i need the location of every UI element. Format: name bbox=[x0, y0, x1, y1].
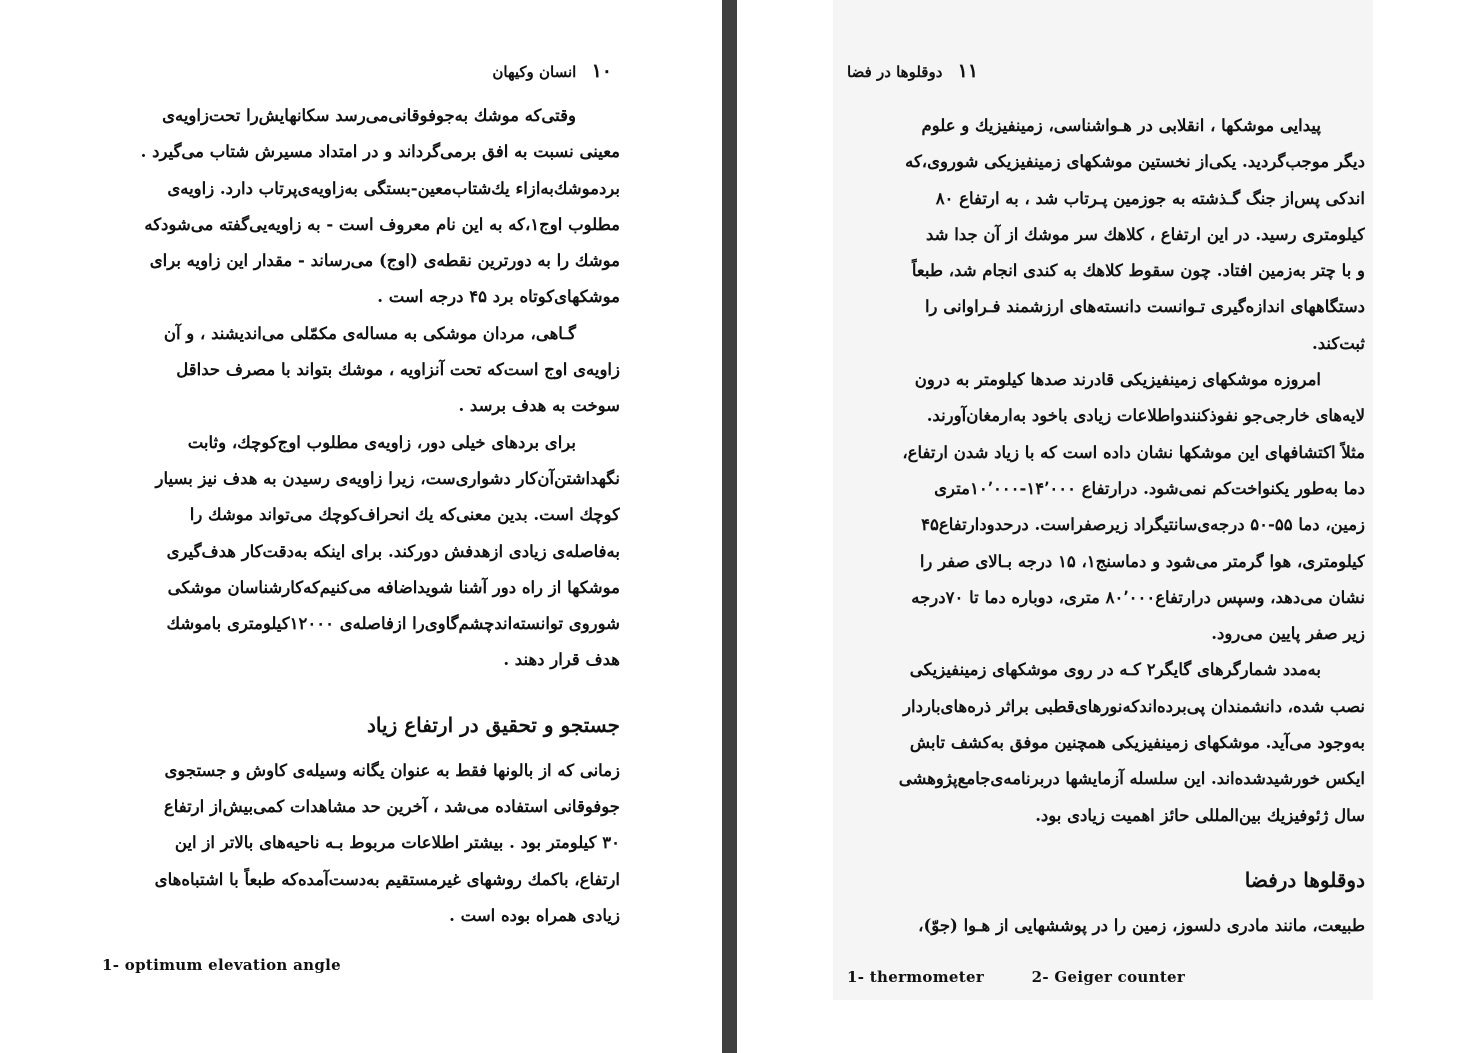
text-line: برای بردهای خیلی دور، زاویه‌ی مطلوب اوج‌کوچك، وثابت bbox=[187, 432, 576, 452]
text-line: زاویه‌ی اوج است‌که تحت آنزاویه ، موشك بتواند با مصرف حداقل bbox=[176, 360, 620, 380]
paragraph bbox=[95, 425, 620, 679]
text-line: نشان می‌دهد، وسپس درارتفاع۸۰٬۰۰۰ متری، دوباره دما تا ۷۰درجه bbox=[911, 587, 1365, 607]
text-line: به‌مدد شمارگرهای گایگر۲ کـه در روی موشکهای زمینفیزیکی bbox=[909, 660, 1321, 680]
body-text bbox=[95, 98, 620, 934]
book-spine bbox=[722, 0, 737, 1053]
text-line: ایکس خورشیدشده‌اند. این سلسله آزمایشها دربرنامه‌ی‌جامع‌پژوهشی bbox=[898, 769, 1365, 789]
paragraph bbox=[837, 908, 1365, 944]
text-line: و با چتر به‌زمین افتاد. چون سقوط کلاهك به کندی انجام شد، طبعاً bbox=[911, 261, 1365, 281]
text-line: اندکی پس‌از جنگ گـذشته به جوزمین پـرتاب شد ، به ارتفاع ۸۰ bbox=[935, 188, 1365, 208]
text-line: نصب شده، دانشمندان پی‌برده‌اندکه‌نورهای‌قطبی براثر ذره‌های‌باردار bbox=[903, 696, 1365, 716]
text-line: بردموشك‌به‌ازاء یك‌شتاب‌معین-بستگی به‌زاویه‌ی‌پرتاب دارد. زاویه‌ی bbox=[167, 178, 620, 198]
body-text bbox=[837, 108, 1365, 944]
text-line: دیگر موجب‌گردید. یکی‌از نخستین موشکهای زمینفیزیکی شوروی،که bbox=[905, 152, 1365, 172]
running-title: انسان وکیهان bbox=[492, 63, 577, 81]
text-line: گـاهی، مردان موشکی به مساله‌ی مکمّلی می‌اندیشند ، و آن bbox=[163, 323, 576, 343]
text-line: به‌وجود می‌آید. موشکهای زمینفیزیکی همچنین موفق به‌کشف تابش bbox=[909, 733, 1365, 753]
text-line: مثلاً اکتشافهای این موشکها نشان داده است که با زیاد شدن ارتفاع، bbox=[902, 442, 1365, 462]
text-line: به‌فاصله‌ی زیادی ازهدفش دورکند. برای اینکه به‌دقت‌کار هدف‌گیری bbox=[166, 541, 620, 561]
right-page bbox=[737, 0, 1459, 1053]
paragraph bbox=[837, 108, 1365, 362]
text-line: زیر صفر پایین می‌رود. bbox=[1211, 624, 1365, 644]
paragraph bbox=[95, 316, 620, 425]
left-page bbox=[0, 0, 722, 1053]
text-line: کیلومتری رسید. در این ارتفاع ، کلاهك سر موشك از آن جدا شد bbox=[925, 224, 1365, 244]
text-line: هدف قرار دهند . bbox=[503, 650, 620, 670]
paragraph bbox=[837, 652, 1365, 833]
text-line: کوچك است. بدین معنی‌که یك انحراف‌کوچك می‌تواند موشك را bbox=[189, 505, 620, 525]
text-line: شوروی توانسته‌اندچشم‌گاوی‌را ازفاصله‌ی ۱۲۰۰۰کیلومتری باموشك bbox=[166, 614, 620, 634]
text-line: موشکهای‌کوتاه برد ۴۵ درجه است . bbox=[377, 287, 620, 307]
text-line: پیدایی موشکها ، انقلابی در هـواشناسی، زمینفیزیك و علوم bbox=[921, 116, 1321, 135]
page-header bbox=[847, 60, 978, 82]
text-line: امروزه موشکهای زمینفیزیکی قادرند صدها کیلومتر به درون bbox=[914, 370, 1321, 390]
text-line: معینی نسبت به افق برمی‌گرداند و در امتداد مسیرش شتاب می‌گیرد . bbox=[140, 142, 620, 162]
section-heading: دوقلوها درفضا bbox=[1244, 867, 1365, 892]
text-line: سال ژئوفیزیك بین‌المللی حائز اهمیت زیادی بود. bbox=[1035, 805, 1365, 825]
footnote: 2- Geiger counter bbox=[1031, 968, 1186, 986]
running-title: دوقلوها در فضا bbox=[847, 63, 943, 81]
section-heading: جستجو و تحقیق در ارتفاع زیاد bbox=[367, 712, 620, 737]
text-line: موشکها از راه دور آشنا شویداضافه می‌کنیم‌که‌کارشناسان موشکی bbox=[167, 577, 620, 597]
text-line: زیادی همراه بوده است . bbox=[449, 905, 620, 925]
footnote: 1- optimum elevation angle bbox=[102, 956, 342, 974]
footnotes bbox=[847, 968, 1227, 986]
text-line: نگهداشتن‌آن‌کار دشواری‌ست، زیرا زاویه‌ی رسیدن به هدف نیز بسیار bbox=[155, 468, 620, 488]
text-line: زمانی که از بالونها فقط به عنوان یگانه وسیله‌ی کاوش و جستجوی bbox=[164, 760, 620, 780]
text-line: مطلوب اوج۱،که به این نام معروف است - به زاویه‌یی‌گفته می‌شود‌که bbox=[144, 214, 620, 234]
paragraph bbox=[95, 753, 620, 934]
page-number: ۱۱ bbox=[957, 60, 979, 82]
text-line: جوفوقانی استفاده می‌شد ، آخرین حد مشاهدات کمی‌بیش‌از ارتفاع bbox=[163, 797, 620, 817]
footnote: 1- thermometer bbox=[847, 968, 985, 986]
text-line: وقتی‌که موشك به‌جوفوقانی‌می‌رسد سکانهایش‌را تحت‌زاویه‌ی bbox=[162, 106, 576, 125]
text-line: ثبت‌کند. bbox=[1311, 333, 1365, 353]
text-line: دستگاههای اندازه‌گیری تـوانست دانسته‌های ارزشمند فـراوانی را bbox=[924, 297, 1365, 317]
text-line: لایه‌های خارجی‌جو نفوذکنندواطلاعات زیادی باخود به‌ارمغان‌آورند. bbox=[926, 406, 1365, 426]
text-line: موشك را به دورترین نقطه‌ی (اوج) می‌رساند - مقدار این زاویه برای bbox=[149, 251, 620, 271]
page-header bbox=[492, 60, 612, 82]
text-line: طبیعت، مانند مادری دلسوز، زمین را در پوششهایی از هـوا (جوّ)، bbox=[918, 915, 1365, 935]
text-line: ۳۰ کیلومتر بود . بیشتر اطلاعات مربوط بـه ناحیه‌های بالاتر از این bbox=[174, 833, 620, 853]
paragraph bbox=[95, 98, 620, 316]
text-line: کیلومتری، هوا گرمتر می‌شود و دماسنج۱، ۱۵ درجه بـالای صفر را bbox=[919, 551, 1365, 571]
text-line: سوخت به هدف برسد . bbox=[458, 396, 620, 416]
text-line: دما به‌طور یکنواخت‌کم نمی‌شود. درارتفاع ۱۴٬۰۰۰-۱۰٬۰۰۰متری bbox=[934, 478, 1365, 498]
paragraph bbox=[837, 362, 1365, 652]
text-line: زمین، دما ۵۵-۵۰ درجه‌ی‌سانتیگراد زیرصفراست. درحدودارتفاع۴۵ bbox=[921, 515, 1365, 535]
text-line: ارتفاع، باکمك روشهای غیرمستقیم به‌دست‌آمده‌که طبعاً با اشتباه‌های bbox=[154, 869, 620, 889]
page-number: ۱۰ bbox=[591, 60, 612, 82]
